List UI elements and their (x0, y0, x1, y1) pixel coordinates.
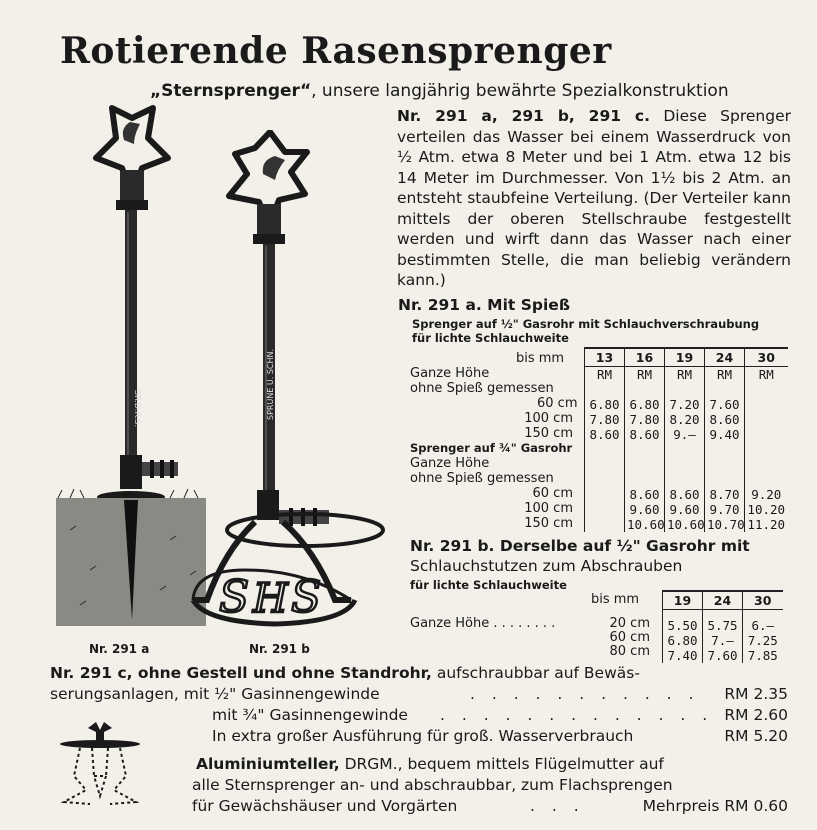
section-291c-price3: RM 5.20 (724, 727, 788, 745)
price-cell: 7.80 (585, 412, 625, 427)
size-cell: 19 (665, 348, 705, 367)
table-header-row (585, 348, 788, 367)
section-291a-row-height: 150 cm (524, 516, 573, 531)
intro-text: Diese Sprenger verteilen das Wasser bei einem Wasserdruck von ½ Atm. etwa 8 Meter und bei 1 Atm. etwa 12 bis 14 Meter im Durchmesser. Von 1½ bis 2 Atm. an entsteht staubfeine Verteilung. (Der Verteiler kann mittels der oberen Stellschraube festgestellt werden und wirft dann das Wasser nach einer bestimmten Stelle, die man beliebig verändern kann.) (397, 107, 791, 289)
price-cell: 8.60 (625, 427, 665, 442)
table-row (585, 427, 788, 442)
price-cell: 7.60 (705, 397, 745, 412)
currency-cell: RM (625, 367, 665, 383)
price-cell (585, 487, 625, 502)
alu-line3: für Gewächshäuser und Vorgärten (192, 797, 458, 815)
currency-cell: RM (665, 367, 705, 383)
caption-291b: Nr. 291 b (249, 642, 310, 656)
section-291c-price1: RM 2.35 (724, 685, 788, 703)
price-cell: 7.60 (703, 648, 743, 663)
price-cell: 10.60 (665, 517, 705, 532)
price-cell: 6.80 (625, 397, 665, 412)
price-cell: 8.70 (705, 487, 745, 502)
price-cell (745, 427, 788, 442)
intro-models: Nr. 291 a, 291 b, 291 c. (397, 107, 650, 125)
table-row (585, 442, 788, 457)
alu-price: Mehrpreis RM 0.60 (642, 797, 788, 815)
subtitle-name: „Sternsprenger“ (150, 81, 312, 101)
svg-text:S: S (291, 572, 322, 623)
section-291c-line1-rest: aufschraubbar auf Bewäs- (436, 664, 640, 682)
size-cell: 13 (585, 348, 625, 367)
section-291a-note1: Sprenger auf ½" Gasrohr mit Schlauchverschraubung (412, 317, 760, 331)
price-cell: 7.25 (743, 633, 783, 648)
price-cell: 10.20 (745, 502, 788, 517)
table-row (585, 367, 788, 383)
price-cell: 9.— (665, 427, 705, 442)
table-row (585, 502, 788, 517)
size-cell: 30 (743, 591, 783, 610)
alu-line1 (196, 755, 664, 773)
price-cell: 6.80 (663, 633, 703, 648)
price-cell (745, 412, 788, 427)
table-row (585, 397, 788, 412)
table-header-row (663, 591, 783, 610)
price-cell: 10.60 (625, 517, 665, 532)
section-291b-row-height: 20 cm (609, 616, 650, 631)
price-cell: 8.60 (705, 412, 745, 427)
size-cell: 19 (663, 591, 703, 610)
page-title: Rotierende Rasensprenger (60, 30, 612, 72)
price-cell: 8.60 (665, 487, 705, 502)
table-row (585, 412, 788, 427)
subtitle-rest: , unsere langjährig bewährte Spezialkonstruktion (311, 81, 729, 101)
alu-title: Aluminiumteller, (196, 755, 340, 773)
dot-leader: . . . . . . . . . . . (470, 685, 700, 703)
price-cell (745, 397, 788, 412)
price-cell: 9.60 (665, 502, 705, 517)
currency-cell: RM (745, 367, 788, 383)
price-cell: 7.— (703, 633, 743, 648)
size-cell: 24 (705, 348, 745, 367)
table-row (585, 487, 788, 502)
section-291a-row-height: 60 cm (532, 486, 573, 501)
price-cell: 10.70 (705, 517, 745, 532)
price-cell: 6.80 (585, 397, 625, 412)
section-291b-note: für lichte Schlauchweite (410, 578, 567, 592)
caption-291a: Nr. 291 a (89, 642, 150, 656)
section-291a-height-label1: Ganze Höhe (410, 366, 490, 381)
section-291c-line2: serungsanlagen, mit ½" Gasinnengewinde (50, 685, 380, 703)
price-cell: 8.60 (625, 487, 665, 502)
intro-paragraph (397, 106, 791, 291)
section-291b-heading2: Schlauchstutzen zum Abschrauben (410, 557, 683, 575)
section-291a-three-quarter-label: Sprenger auf ¾" Gasrohr (410, 441, 573, 455)
section-291a-bis-mm: bis mm (516, 351, 565, 366)
section-291b-row-height: 60 cm (609, 630, 650, 645)
price-cell: 8.60 (585, 427, 625, 442)
section-291c-title: Nr. 291 c, ohne Gestell und ohne Standrohr, (50, 664, 432, 682)
section-291b-price-table (662, 590, 783, 663)
size-cell: 24 (703, 591, 743, 610)
price-cell: 6.— (743, 618, 783, 633)
price-cell: 9.60 (625, 502, 665, 517)
table-row (663, 610, 783, 619)
section-291c-line3: mit ¾" Gasinnengewinde (212, 706, 408, 724)
table-row (585, 382, 788, 397)
section-291a-row-height: 150 cm (524, 426, 573, 441)
dot-leader: . . . (530, 797, 585, 815)
price-cell: 7.80 (625, 412, 665, 427)
section-291a-height-label2: ohne Spieß gemessen (410, 381, 554, 396)
stamp-291b: SPRUNE U. SCHN. (266, 348, 275, 420)
section-291a-row-height: 100 cm (524, 501, 573, 516)
sprinkler-291b-illustration (185, 130, 390, 630)
section-291a-height-label1b: Ganze Höhe (410, 456, 490, 471)
size-cell: 16 (625, 348, 665, 367)
section-291b-heading1: Nr. 291 b. Derselbe auf ½" Gasrohr mit (410, 537, 750, 555)
section-291a-price-table (584, 347, 788, 532)
aluminium-plate-illustration (50, 718, 180, 810)
currency-cell: RM (585, 367, 625, 383)
table-row (585, 457, 788, 472)
section-291c-line4: In extra großer Ausführung für groß. Wasserverbrauch (212, 727, 634, 745)
section-291a-height-label2b: ohne Spieß gemessen (410, 471, 554, 486)
alu-line1-text: DRGM., bequem mittels Flügelmutter auf (339, 755, 664, 773)
price-cell: 5.75 (703, 618, 743, 633)
price-cell: 9.20 (745, 487, 788, 502)
table-row (663, 648, 783, 663)
section-291a-row-height: 100 cm (524, 411, 573, 426)
section-291b-row-height: 80 cm (609, 644, 650, 659)
table-row (585, 517, 788, 532)
price-cell: 7.20 (665, 397, 705, 412)
section-291b-label: Ganze Höhe . . . . . . . . (410, 616, 556, 631)
svg-text:S: S (219, 572, 250, 623)
section-291a-note2: für lichte Schlauchweite (412, 331, 569, 345)
dot-leader: . . . . . . . . . . . . . (440, 706, 714, 724)
stamp-291a: SR.D.R.S. (133, 390, 142, 428)
price-cell (585, 502, 625, 517)
table-row (585, 472, 788, 487)
section-291c-price2: RM 2.60 (724, 706, 788, 724)
price-cell: 7.40 (663, 648, 703, 663)
price-cell: 5.50 (663, 618, 703, 633)
table-row (663, 618, 783, 633)
price-cell (585, 517, 625, 532)
section-291a-heading: Nr. 291 a. Mit Spieß (398, 296, 570, 314)
section-291c-line1 (50, 664, 640, 682)
price-cell: 9.70 (705, 502, 745, 517)
price-cell: 11.20 (745, 517, 788, 532)
section-291b-bis-mm: bis mm (591, 592, 640, 607)
price-cell: 7.85 (743, 648, 783, 663)
table-row (663, 633, 783, 648)
svg-text:H: H (253, 576, 288, 622)
price-cell: 8.20 (665, 412, 705, 427)
size-cell: 30 (745, 348, 788, 367)
section-291a-row-height: 60 cm (537, 396, 578, 411)
subtitle (150, 81, 729, 101)
currency-cell: RM (705, 367, 745, 383)
alu-line2: alle Sternsprenger an- und abschraubbar, zum Flachsprengen (192, 776, 673, 794)
price-cell: 9.40 (705, 427, 745, 442)
